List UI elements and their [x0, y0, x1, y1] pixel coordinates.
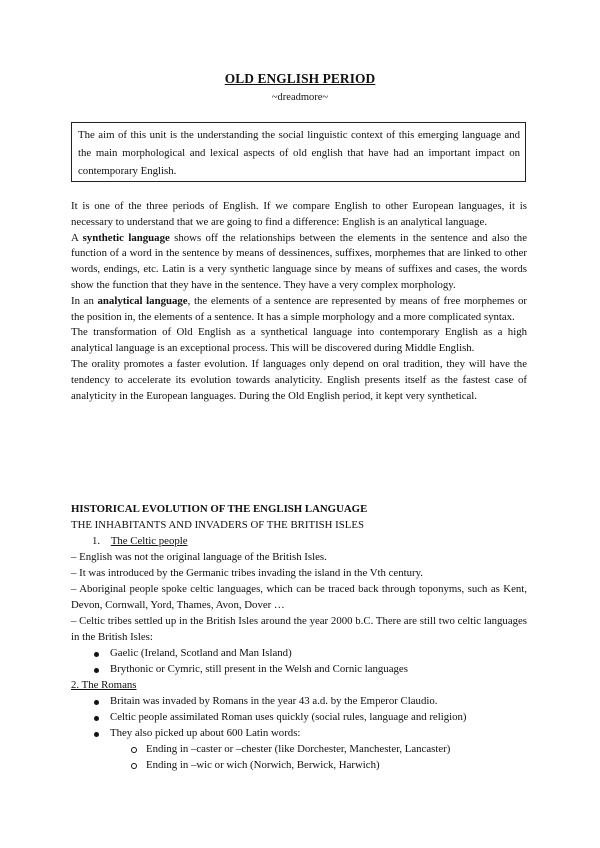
section-heading: HISTORICAL EVOLUTION OF THE ENGLISH LANGUAGE: [71, 503, 368, 515]
celtic-heading-text: The Celtic people: [110, 535, 188, 547]
romans-bullet: Britain was invaded by Romans in the year 43 a.d. by the Emperor Claudio.: [110, 695, 438, 707]
synthetic-rest: shows off the relationships between the elements in the sentence and also the function of a word in the sentence by means of dessinences, suffixes, morphemes that are linked to other words, endings, etc. Latin is a very synthetic language since by means of suffixes and cases, the words show the function that they have in the sentence. They have a very complex morphology.: [71, 231, 527, 291]
bullet-icon: [94, 716, 99, 721]
bullet-icon: [94, 668, 99, 673]
celtic-line: – Aboriginal people spoke celtic languages, which can be traced back through toponyms, such as Kent, Devon, Cornwall, Yord, Thames, Avon, Dover …: [71, 583, 527, 611]
celtic-line: – Celtic tribes settled up in the British Isles around the year 2000 b.C. There are still two celtic languages in the British Isles:: [71, 615, 527, 643]
analytical-term: analytical language: [97, 294, 188, 307]
analytical-paragraph: [71, 294, 527, 326]
celtic-heading: [92, 534, 552, 550]
celtic-number: 1.: [92, 535, 101, 547]
abstract-box: The aim of this unit is the understanding the social linguistic context of this emerging language and the main morphological and lexical aspects of old english that have had an important impact on contemporary English.: [71, 122, 526, 182]
synthetic-prefix: A: [71, 231, 83, 244]
synthetic-paragraph: [71, 231, 527, 294]
celtic-bullet: Brythonic or Cymric, still present in the Welsh and Cornic languages: [110, 663, 408, 675]
bullet-icon: [94, 732, 99, 737]
romans-sub-bullet: Ending in –wic or wich (Norwich, Berwick, Harwich): [146, 759, 380, 771]
orality-paragraph: The orality promotes a faster evolution. If languages only depend on oral tradition, they will have the tendency to accelerate its evolution towards analyticity. English presents itself as the fastest case of analyticity in the European languages. During the Old English period, it kept very synthetical.: [71, 357, 527, 402]
analytical-prefix: In an: [71, 294, 98, 307]
romans-sub-bullet: Ending in –caster or –chester (like Dorchester, Manchester, Lancaster): [146, 743, 451, 755]
celtic-line: – It was introduced by the Germanic tribes invading the island in the Vth century.: [71, 567, 424, 579]
document-title: OLD ENGLISH PERIOD: [224, 71, 376, 86]
transformation-paragraph: The transformation of Old English as a synthetical language into contemporary English as a high analytical language is an exceptional process. This will be discovered during Middle English.: [71, 326, 527, 355]
bullet-icon: [94, 700, 99, 705]
sub-bullet-icon: [131, 763, 137, 769]
sub-bullet-icon: [131, 747, 137, 753]
analytical-rest: , the elements of a sentence are represented by means of free morphemes or the position in, the elements of a sentence. It has a simple morphology and a more complicated syntax.: [71, 294, 527, 323]
section-subheading: THE INHABITANTS AND INVADERS OF THE BRITISH ISLES: [71, 519, 364, 531]
celtic-line: – English was not the original language of the British Isles.: [71, 551, 327, 563]
celtic-bullet: Gaelic (Ireland, Scotland and Man Island): [110, 647, 292, 659]
body-text: [71, 199, 527, 404]
document-subtitle: ~dreadmore~: [271, 92, 329, 103]
synthetic-term: synthetic language: [82, 231, 170, 244]
romans-heading: 2. The Romans: [71, 679, 137, 691]
romans-bullet: Celtic people assimilated Roman uses quickly (social rules, language and religion): [110, 711, 467, 723]
bullet-icon: [94, 652, 99, 657]
intro-paragraph: It is one of the three periods of English. If we compare English to other European languages, it is necessary to understand that we are going to find a difference: English is an analytical language.: [71, 200, 527, 228]
romans-bullet: They also picked up about 600 Latin words:: [110, 727, 301, 739]
